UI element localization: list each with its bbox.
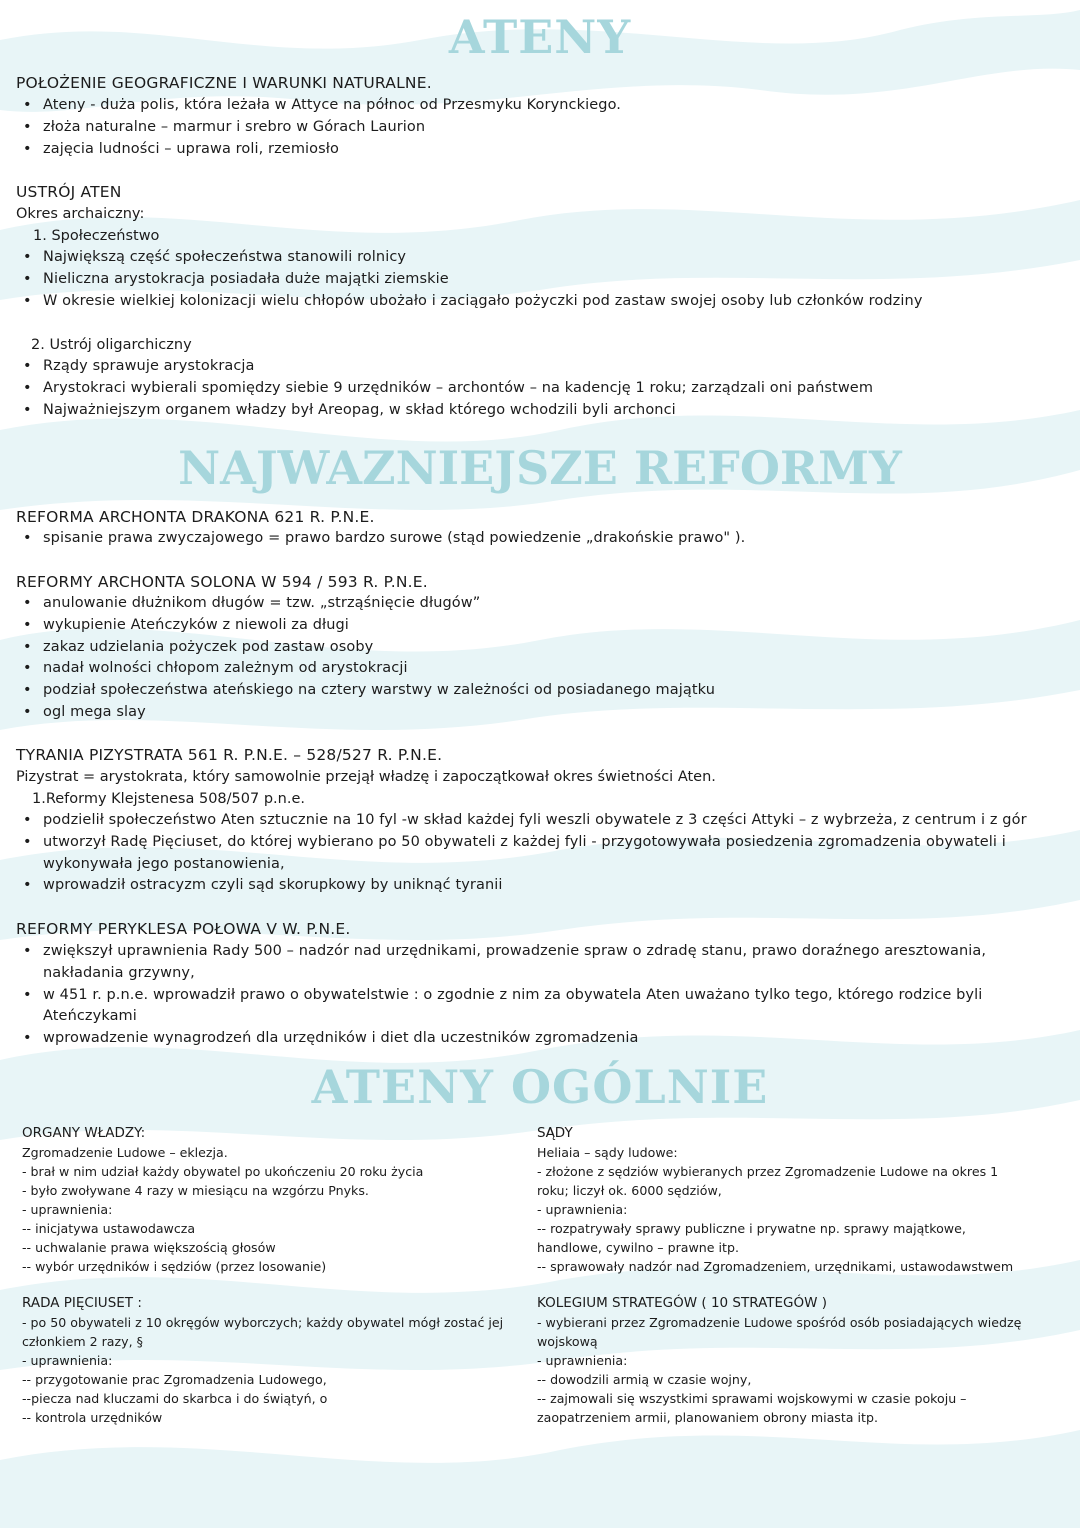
list-item: • nadał wolności chłopom zależnym od arystokracji: [20, 658, 1060, 680]
rada-line: -- kontrola urzędników: [22, 1410, 163, 1425]
sady-line: -- rozpatrywały sprawy publiczne i prywatne np. sprawy majątkowe, handlowe, cywilno – prawne itp.: [537, 1221, 966, 1255]
solon-heading: REFORMY ARCHONTA SOLONA W 594 / 593 R. P.N.E.: [16, 573, 428, 591]
pizystrat-heading: TYRANIA PIZYSTRATA 561 R. P.N.E. – 528/527 R. P.N.E.: [16, 746, 443, 764]
list-item: • ogl mega slay: [20, 702, 1060, 724]
list-item: • Ateny - duża polis, która leżała w Attyce na północ od Przesmyku Korynckiego.: [20, 95, 1060, 117]
list-item: • zajęcia ludności – uprawa roli, rzemiosło: [20, 139, 1060, 161]
list-item: • Rządy sprawuje arystokracja: [20, 356, 1060, 378]
organy-line: - brał w nim udział każdy obywatel po ukończeniu 20 roku życia: [22, 1164, 424, 1179]
klejstenes-heading: 1.Reformy Klejstenesa 508/507 p.n.e.: [32, 791, 305, 807]
rada-line: - uprawnienia:: [22, 1353, 113, 1368]
klejstenes-list: [20, 810, 1060, 897]
list-item: • wprowadzenie wynagrodzeń dla urzędników i diet dla uczestników zgromadzenia: [20, 1028, 1010, 1050]
list-item: • utworzył Radę Pięciuset, do której wybierano po 50 obywateli z każdej fyli - przygotowywała posiedzenia zgromadzenia obywateli i wykonywała jego postanowienia,: [20, 832, 1060, 876]
sady-heading: SĄDY: [537, 1125, 573, 1141]
list-item: • wprowadził ostracyzm czyli sąd skorupkowy by uniknąć tyranii: [20, 875, 1060, 897]
drakon-heading: REFORMA ARCHONTA DRAKONA 621 R. P.N.E.: [16, 508, 375, 526]
oligarchia-list: [20, 356, 1060, 421]
list-item: • w 451 r. p.n.e. wprowadził prawo o obywatelstwie : o zgodnie z nim za obywatela Aten uważano tylko tego, którego rodzice byli Ateńczykami: [20, 985, 1010, 1029]
title-ateny: ATENY: [448, 10, 632, 64]
perykles-heading: REFORMY PERYKLESA POŁOWA V W. P.N.E.: [16, 920, 351, 938]
sady-line: -- sprawowały nadzór nad Zgromadzeniem, urzędnikami, ustawodawstwem: [537, 1259, 1014, 1274]
organy-heading: ORGANY WŁADZY:: [22, 1125, 146, 1141]
geo-heading: POŁOŻENIE GEOGRAFICZNE I WARUNKI NATURALNE.: [16, 74, 432, 92]
list-item: • wykupienie Ateńczyków z niewoli za długi: [20, 615, 1060, 637]
solon-list: [20, 593, 1060, 724]
list-item: • W okresie wielkiej kolonizacji wielu chłopów ubożało i zaciągało pożyczki pod zastaw swojej osoby lub członków rodziny: [20, 291, 1060, 313]
organy-line: -- wybór urzędników i sędziów (przez losowanie): [22, 1259, 327, 1274]
organy-line: -- uchwalanie prawa większością głosów: [22, 1240, 276, 1255]
title-reformy: NAJWAZNIEJSZE REFORMY: [178, 441, 902, 495]
rada-line: - po 50 obywateli z 10 okręgów wyborczych; każdy obywatel mógł zostać jej członkiem 2 razy, §: [22, 1315, 504, 1349]
rada-heading: RADA PIĘCIUSET :: [22, 1295, 142, 1311]
list-item: • podzielił społeczeństwo Aten sztucznie na 10 fyl -w skład każdej fyli weszli obywatele z 3 części Attyki – z wybrzeża, z centrum i z gór: [20, 810, 1060, 832]
list-item: • Największą część społeczeństwa stanowili rolnicy: [20, 247, 1060, 269]
title-ogolnie: ATENY OGÓLNIE: [311, 1060, 769, 1114]
perykles-list: [20, 941, 1010, 1050]
spoleczenstwo-list: [20, 247, 1060, 312]
column-right: [537, 1124, 1032, 1427]
list-item: • spisanie prawa zwyczajowego = prawo bardzo surowe (stąd powiedzenie „drakońskie prawo" ).: [20, 528, 1060, 550]
rada-line: -- przygotowanie prac Zgromadzenia Ludowego,: [22, 1372, 327, 1387]
pizystrat-desc: Pizystrat = arystokrata, który samowolnie przejął władzę i zapoczątkował okres świetności Aten.: [16, 769, 716, 785]
list-item: • anulowanie dłużnikom długów = tzw. „strząśnięcie długów”: [20, 593, 1060, 615]
kolegium-line: -- dowodzili armią w czasie wojny,: [537, 1372, 752, 1387]
sady-line: - złożone z sędziów wybieranych przez Zgromadzenie Ludowe na okres 1 roku; liczył ok. 6000 sędziów,: [537, 1164, 999, 1198]
sub-heading-oligarchia: 2. Ustrój oligarchiczny: [31, 337, 192, 353]
column-left: [22, 1124, 512, 1427]
kolegium-line: - uprawnienia:: [537, 1353, 628, 1368]
sady-line: - uprawnienia:: [537, 1202, 628, 1217]
organy-line: -- inicjatywa ustawodawcza: [22, 1221, 196, 1236]
kolegium-heading: KOLEGIUM STRATEGÓW ( 10 STRATEGÓW ): [537, 1295, 828, 1311]
organy-line: - uprawnienia:: [22, 1202, 113, 1217]
geo-list: [20, 95, 1060, 160]
list-item: • złoża naturalne – marmur i srebro w Górach Laurion: [20, 117, 1060, 139]
list-item: • Nieliczna arystokracja posiadała duże majątki ziemskie: [20, 269, 1060, 291]
rada-line: --piecza nad kluczami do skarbca i do świątyń, o: [22, 1391, 328, 1406]
period-label: Okres archaiczny:: [16, 206, 145, 222]
kolegium-line: -- zajmowali się wszystkimi sprawami wojskowymi w czasie pokoju – zaopatrzeniem armii, planowaniem obrony miasta itp.: [537, 1391, 967, 1425]
sub-heading-spoleczenstwo: 1. Społeczeństwo: [33, 228, 160, 244]
organy-line: - było zwoływane 4 razy w miesiącu na wzgórzu Pnyks.: [22, 1183, 369, 1198]
drakon-list: [20, 528, 1060, 550]
sady-line: Heliaia – sądy ludowe:: [537, 1145, 678, 1160]
list-item: • zwiększył uprawnienia Rady 500 – nadzór nad urzędnikami, prowadzenie spraw o zdradę stanu, prawo doraźnego aresztowania, nakładania grzywny,: [20, 941, 1010, 985]
organy-line: Zgromadzenie Ludowe – eklezja.: [22, 1145, 228, 1160]
kolegium-line: - wybierani przez Zgromadzenie Ludowe spośród osób posiadających wiedzę wojskową: [537, 1315, 1022, 1349]
ustroj-heading: USTRÓJ ATEN: [16, 183, 122, 201]
list-item: • Arystokraci wybierali spomiędzy siebie 9 urzędników – archontów – na kadencję 1 roku; zarządzali oni państwem: [20, 378, 1060, 400]
list-item: • podział społeczeństwa ateńskiego na cztery warstwy w zależności od posiadanego majątku: [20, 680, 1060, 702]
list-item: • Najważniejszym organem władzy był Areopag, w skład którego wchodzili byli archonci: [20, 400, 1060, 422]
list-item: • zakaz udzielania pożyczek pod zastaw osoby: [20, 637, 1060, 659]
